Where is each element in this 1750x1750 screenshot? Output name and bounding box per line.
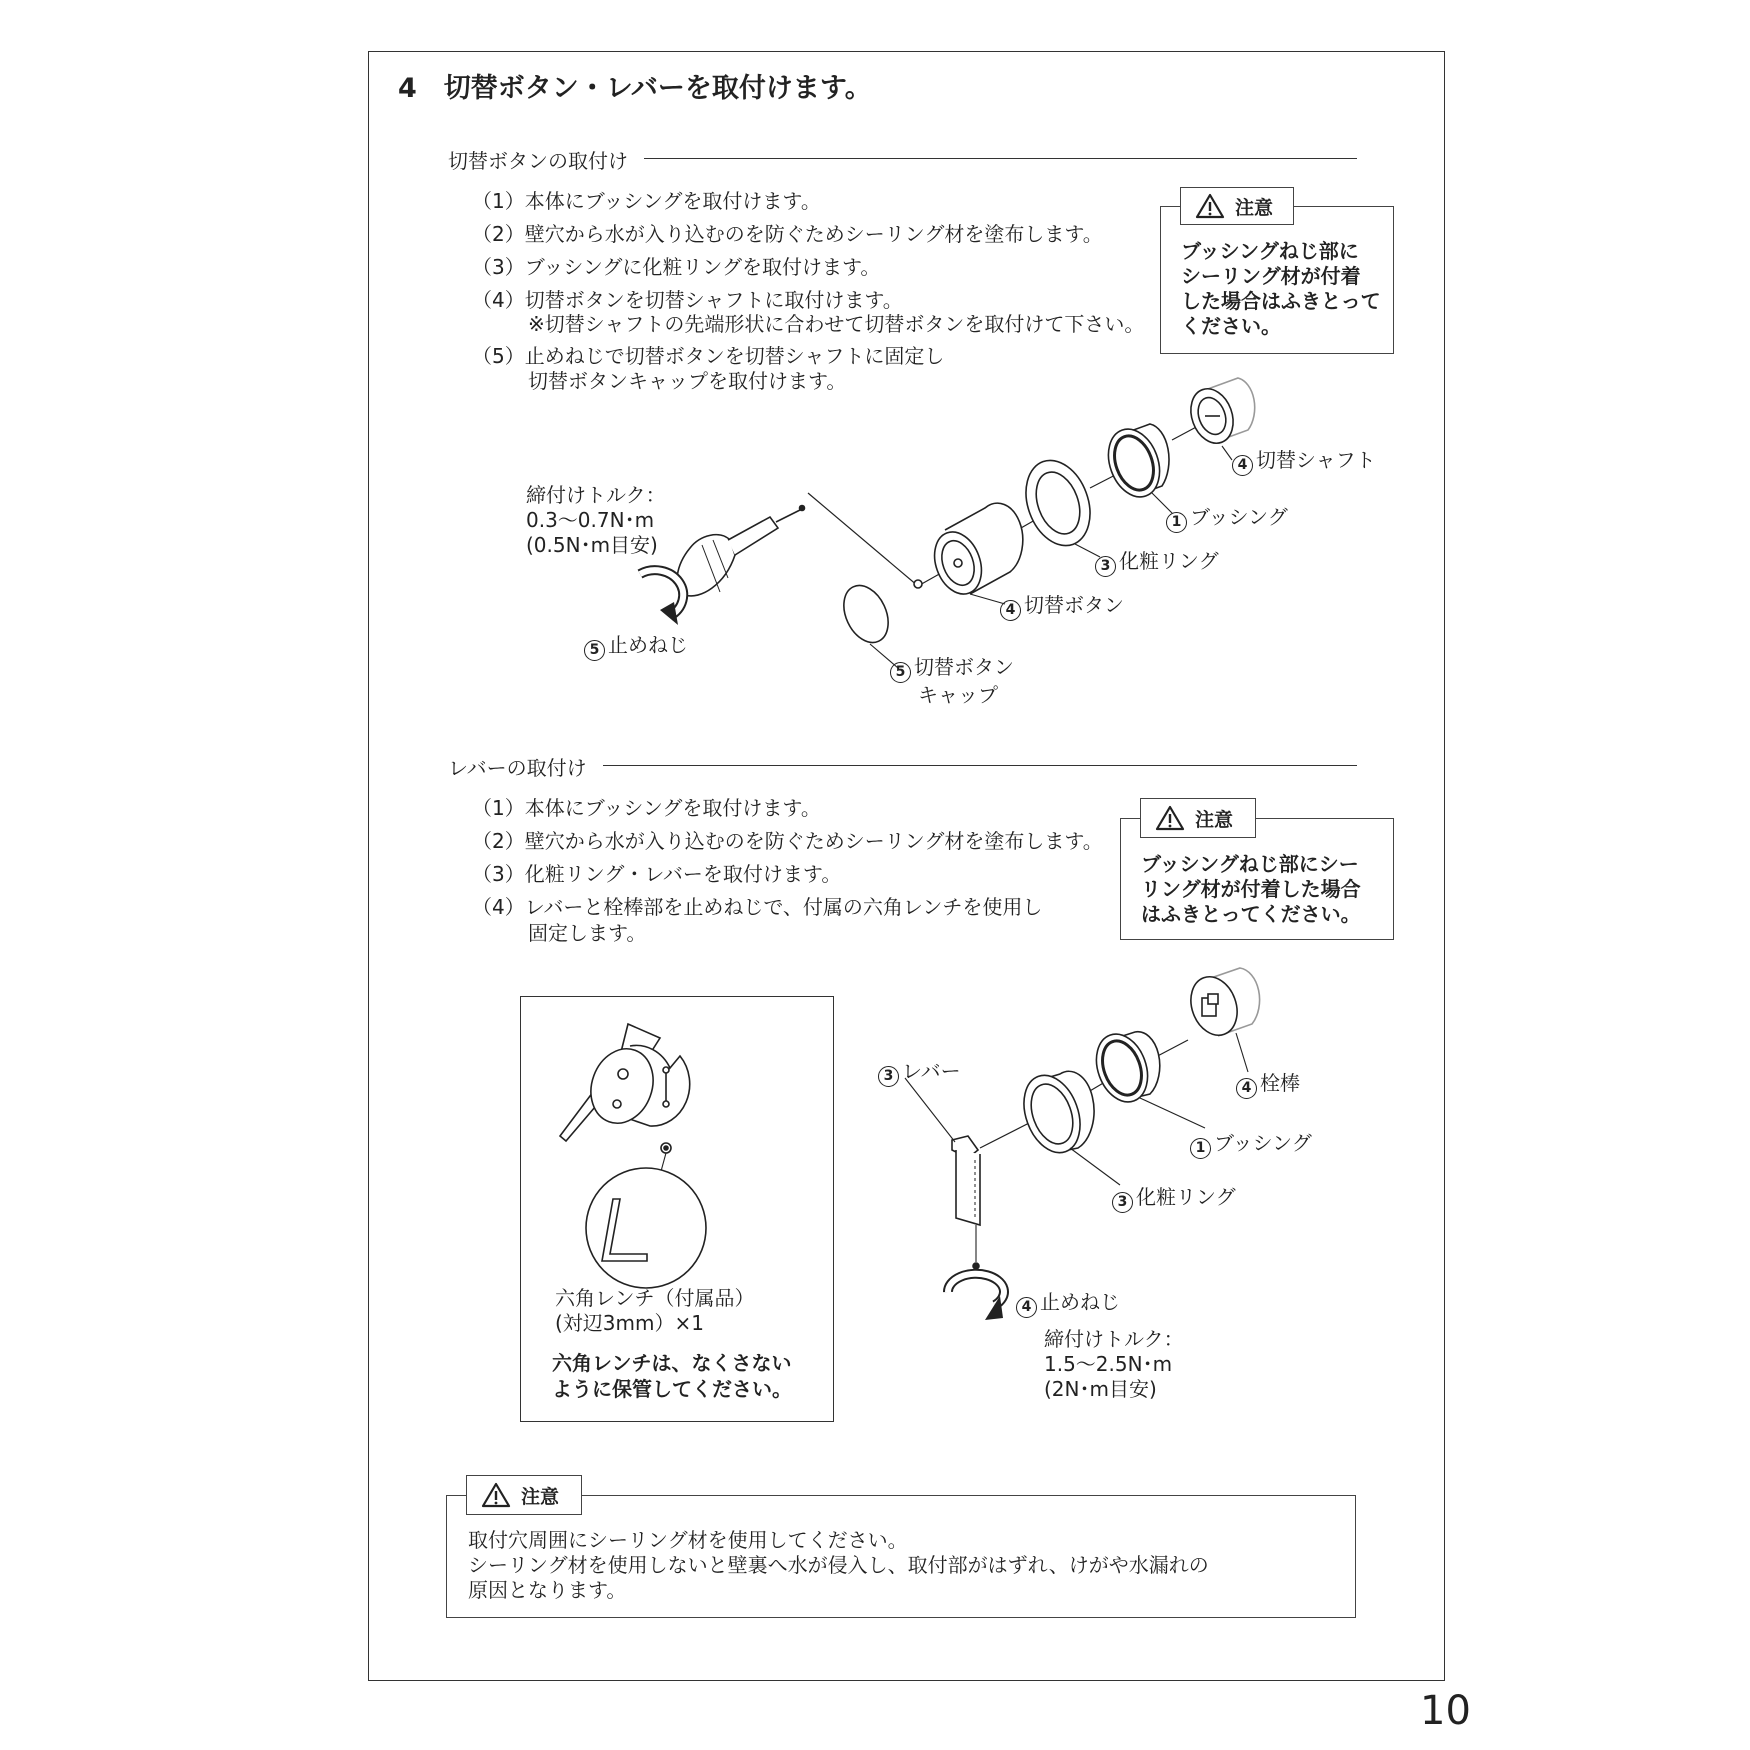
caution-line: 取付穴周囲にシーリング材を使用してください。 <box>468 1528 908 1552</box>
decorative-ring <box>1014 1068 1094 1161</box>
caution-line: シーリング材が付着 <box>1181 264 1361 288</box>
caution-line: はふきとってください。 <box>1141 902 1361 926</box>
part-number-badge: 1 <box>1166 512 1187 533</box>
step-line: （4）切替ボタンを切替シャフトに取付けます。 <box>472 288 903 312</box>
step-title: 4 切替ボタン・レバーを取付けます。 <box>398 73 872 104</box>
caption-line: 六角レンチ（付属品） <box>555 1286 755 1310</box>
part-label: レバー <box>902 1059 961 1083</box>
torque-line: 締付けトルク： <box>1044 1327 1184 1351</box>
part-label: 栓棒 <box>1260 1071 1300 1095</box>
note-line: ように保管してください。 <box>552 1377 792 1401</box>
step-line: （3）ブッシングに化粧リングを取付けます。 <box>472 255 881 279</box>
part-label: 化粧リング <box>1136 1185 1236 1209</box>
caution-line: シーリング材を使用しないと壁裏へ水が侵入し、取付部がはずれ、けがや水漏れの <box>468 1553 1209 1577</box>
label-lever <box>878 1059 961 1087</box>
caution-line: ブッシングねじ部にシー <box>1141 852 1359 876</box>
label-set-screw <box>1016 1290 1120 1318</box>
part-number-badge: 4 <box>1000 600 1021 621</box>
label-bushing <box>1190 1131 1312 1159</box>
part-number-badge: 3 <box>1112 1192 1133 1213</box>
part-label: ブッシング <box>1190 505 1288 529</box>
step-line: （1）本体にブッシングを取付けます。 <box>472 189 821 213</box>
part-label: 切替シャフト <box>1256 448 1376 472</box>
axis-line <box>980 1120 1035 1148</box>
part-label: キャップ <box>918 682 998 707</box>
step-line: （2）壁穴から水が入り込むのを防ぐためシーリング材を塗布します。 <box>472 222 1103 246</box>
torque-line: 締付けトルク： <box>526 483 666 507</box>
part-label: 止めねじ <box>1040 1290 1120 1314</box>
warning-icon <box>481 1482 511 1508</box>
part-label: 止めねじ <box>608 633 688 657</box>
torque-line: 0.3～0.7N･m <box>526 508 655 532</box>
part-number-badge: 4 <box>1232 455 1253 476</box>
step-line: （5）止めねじで切替ボタンを切替シャフトに固定し <box>472 344 945 368</box>
torque-line: 1.5～2.5N･m <box>1044 1352 1173 1376</box>
caution-line: 原因となります。 <box>468 1578 627 1602</box>
caution-tag <box>466 1475 582 1515</box>
lever-illustration <box>952 1136 980 1269</box>
caution-tag-label: 注意 <box>1195 808 1234 831</box>
rotation-arrow-icon <box>948 1274 1004 1320</box>
caution-tag-label: 注意 <box>521 1485 560 1508</box>
step-line: （4）レバーと栓棒部を止めねじで、付属の六角レンチを使用し <box>472 895 1043 919</box>
lever-section-heading: レバーの取付け <box>448 756 587 780</box>
step-line: （3）化粧リング・レバーを取付けます。 <box>472 862 842 886</box>
button-section-heading: 切替ボタンの取付け <box>448 149 628 173</box>
part-number-badge: 3 <box>878 1066 899 1087</box>
part-label: 切替ボタン <box>914 655 1014 679</box>
part-label: 化粧リング <box>1119 549 1219 573</box>
torque-line: (2N･m目安) <box>1044 1377 1157 1401</box>
label-valve-stem <box>1236 1071 1300 1099</box>
page-number: 10 <box>1420 1688 1471 1734</box>
caution-line: した場合はふきとって <box>1181 289 1381 313</box>
part-number-badge: 5 <box>890 662 911 683</box>
caution-tag-label: 注意 <box>1235 196 1274 219</box>
part-number-badge: 4 <box>1236 1078 1257 1099</box>
caution-line: ブッシングねじ部に <box>1181 239 1359 263</box>
step-line: 切替ボタンキャップを取付けます。 <box>528 369 847 393</box>
step-line: （2）壁穴から水が入り込むのを防ぐためシーリング材を塗布します。 <box>472 829 1103 853</box>
torque-line: (0.5N･m目安) <box>526 533 658 557</box>
caution-line: リング材が付着した場合 <box>1141 877 1361 901</box>
step-line: 固定します。 <box>528 921 647 945</box>
caption-line: (対辺3mm）×1 <box>555 1311 704 1335</box>
part-number-badge: 5 <box>584 640 605 661</box>
bushing <box>1087 1027 1159 1109</box>
part-number-badge: 3 <box>1095 556 1116 577</box>
bottom-caution-text <box>468 1528 1209 1603</box>
part-label: 切替ボタン <box>1024 593 1124 617</box>
torque-spec-lever <box>1044 1327 1184 1402</box>
caution-line: ください。 <box>1181 314 1281 338</box>
part-label: ブッシング <box>1214 1131 1312 1155</box>
label-decorative-ring <box>1112 1185 1236 1213</box>
note-line: 六角レンチは、なくさない <box>552 1351 792 1375</box>
part-number-badge: 4 <box>1016 1297 1037 1318</box>
valve-stem <box>1183 968 1260 1042</box>
step-line: （1）本体にブッシングを取付けます。 <box>472 796 821 820</box>
step-note: ※切替シャフトの先端形状に合わせて切替ボタンを取付けて下さい。 <box>528 312 1145 336</box>
part-number-badge: 1 <box>1190 1138 1211 1159</box>
